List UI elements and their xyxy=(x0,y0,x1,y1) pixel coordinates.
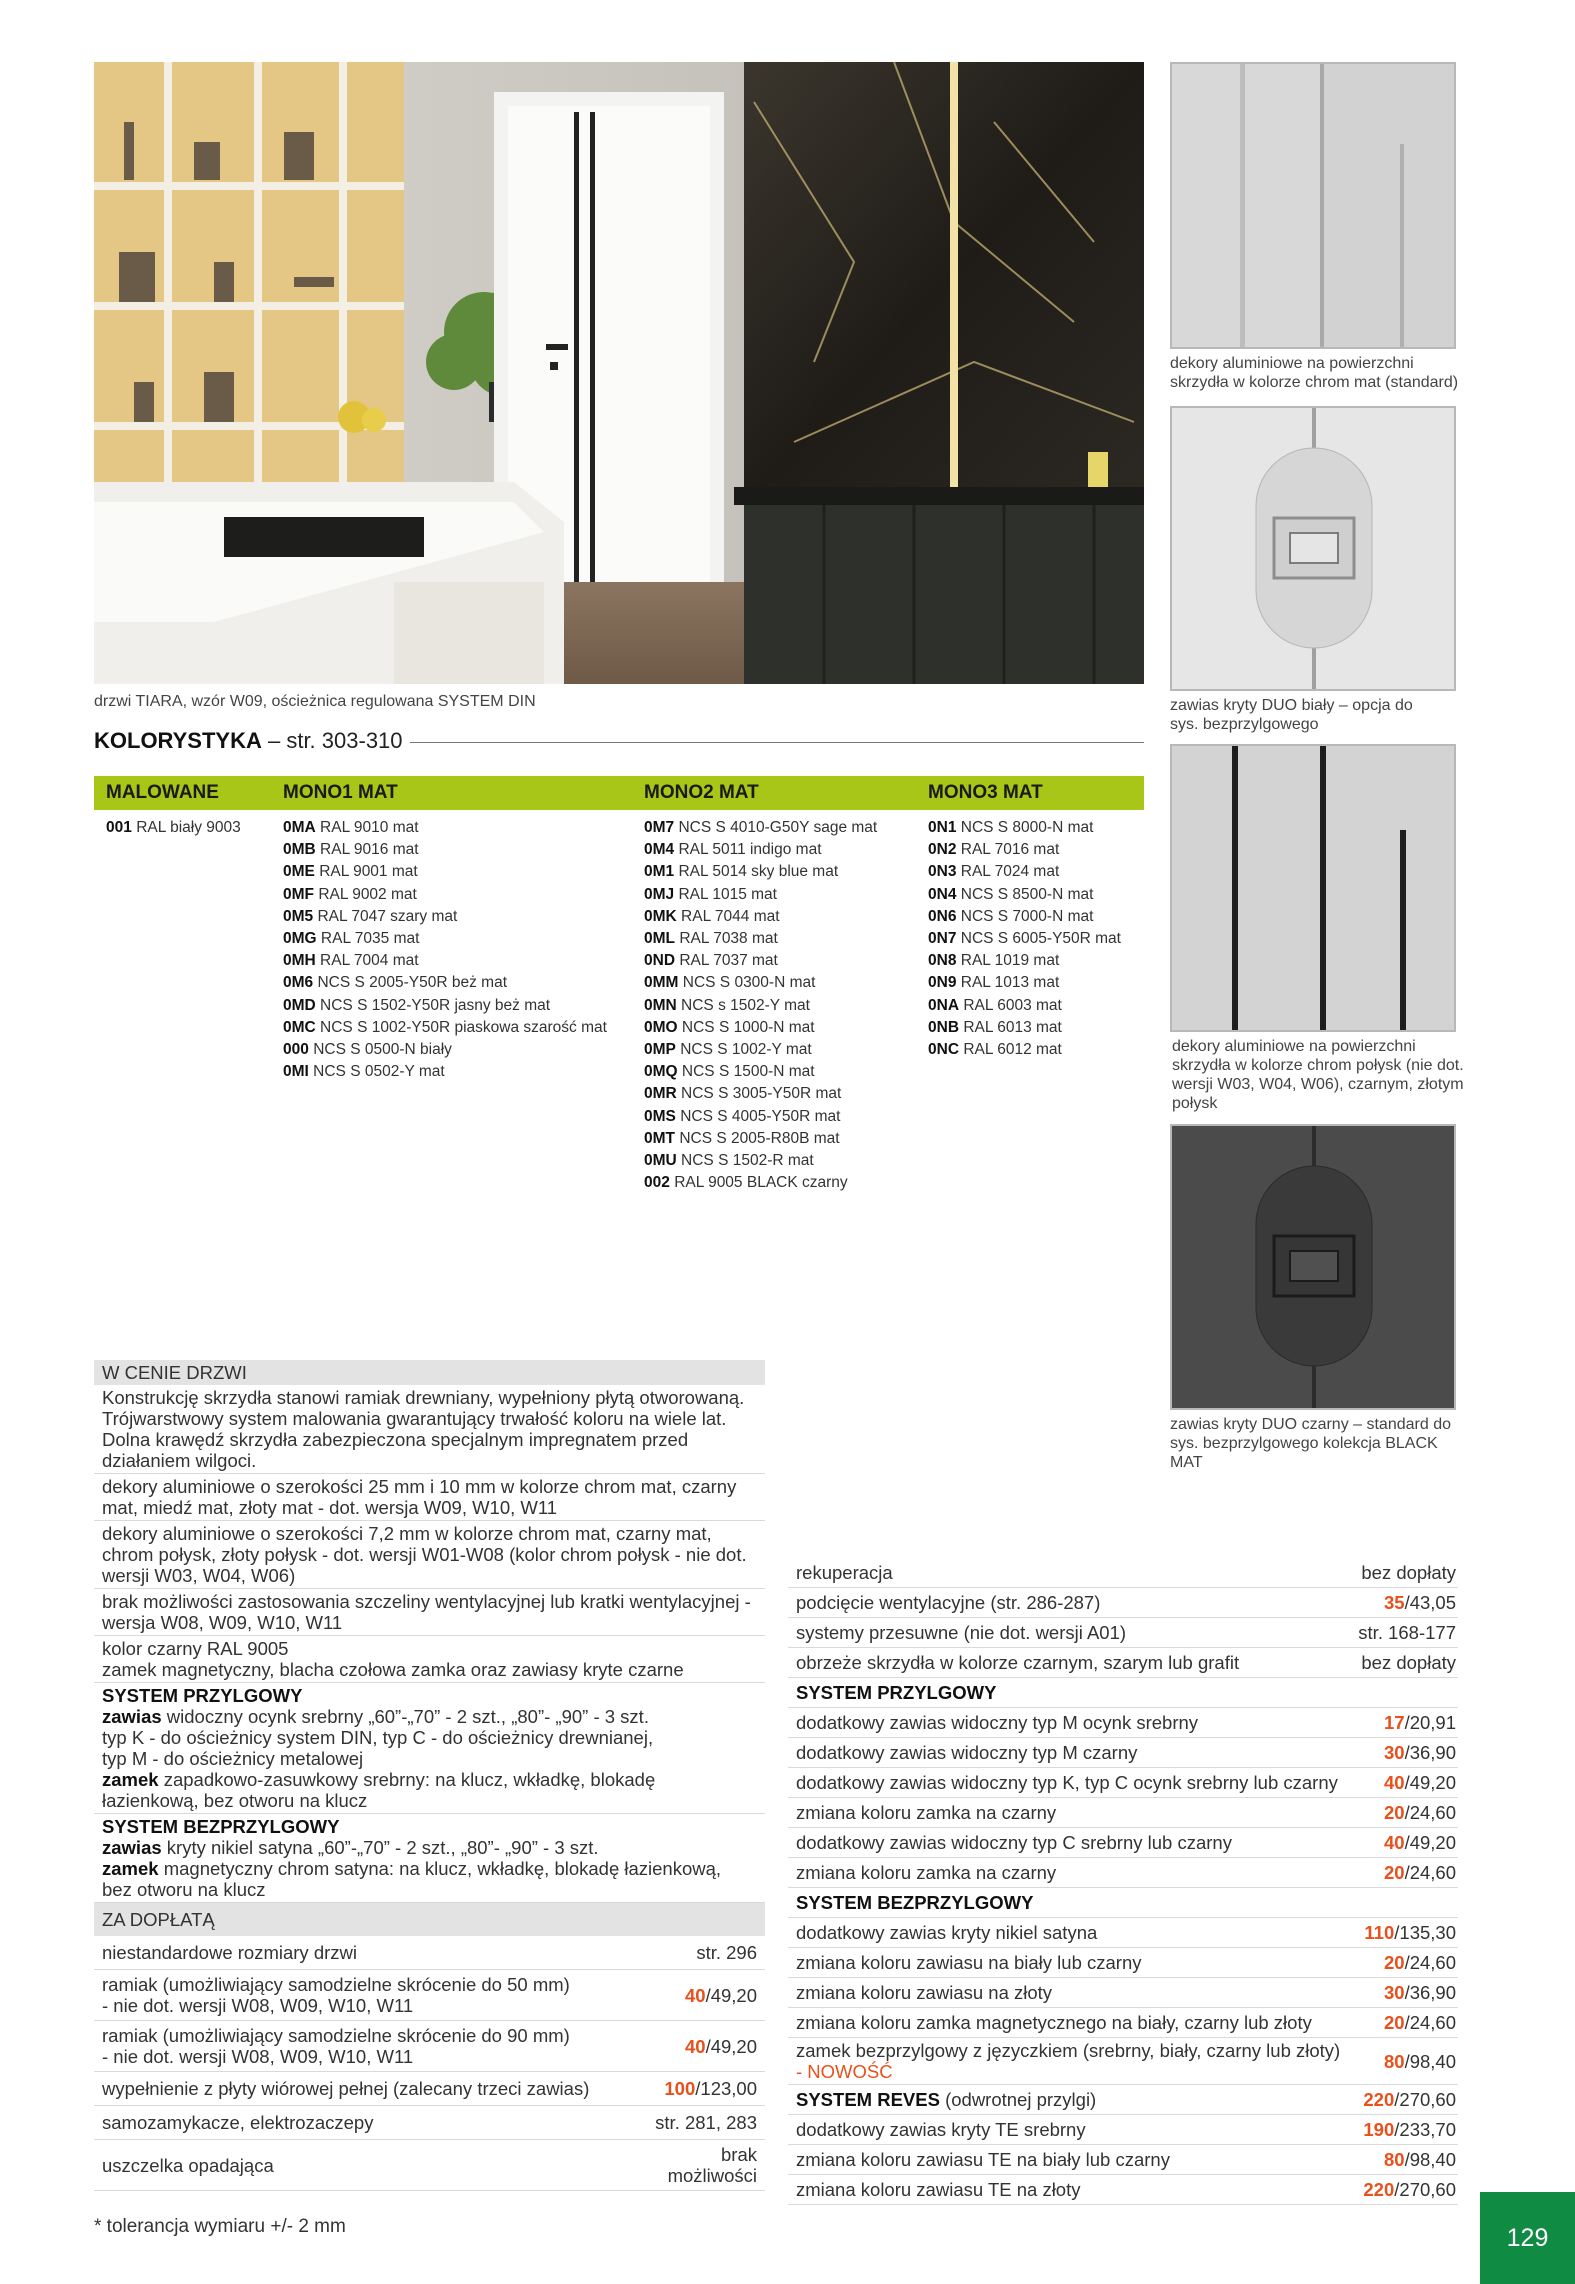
decor-25mm-row: dekory aluminiowe o szerokości 25 mm i 10 mm w kolorze chrom mat, czarny mat, miedź mat, złoty mat - dot. wersja W09, W10, W11 xyxy=(94,1474,765,1521)
zamek-label: zamek xyxy=(102,1769,159,1790)
black-color-row xyxy=(94,1636,765,1683)
color-item: 0MT NCS S 2005-R80B mat xyxy=(644,1129,840,1147)
color-item: 0NB RAL 6013 mat xyxy=(928,1018,1062,1036)
extra-price-row: zmiana koloru zamka na czarny 20/24,60 xyxy=(788,1798,1458,1828)
zamek-text-cont: łazienkową, bez otworu na klucz xyxy=(102,1790,368,1811)
color-item: 0MK RAL 7044 mat xyxy=(644,907,780,925)
color-item: 0MF RAL 9002 mat xyxy=(283,885,417,903)
zawias-label: zawias xyxy=(102,1837,162,1858)
price-extras-table xyxy=(788,1558,1458,2205)
color-item: 0MB RAL 9016 mat xyxy=(283,841,419,859)
new-badge: - NOWOŚĆ xyxy=(796,2061,893,2082)
extra-price: str. 296 xyxy=(696,1942,757,1963)
zawias-text: widoczny ocynk srebrny „60”-„70” - 2 szt., „80”- „90” - 3 szt. xyxy=(166,1706,649,1727)
extra-price-row: zmiana koloru zawiasu TE na biały lub czarny 80/98,40 xyxy=(788,2145,1458,2175)
kolorystyka-rule xyxy=(410,742,1144,743)
hinge-duo-black-photo xyxy=(1170,1124,1456,1410)
color-item: 0M6 NCS S 2005-Y50R beż mat xyxy=(283,974,508,992)
color-item: 0ME RAL 9001 mat xyxy=(283,863,418,881)
zawias-label: zawias xyxy=(102,1706,162,1727)
section-title-reves: SYSTEM REVES (odwrotnej przylgi) 220/270,60 xyxy=(788,2085,1458,2115)
color-item: 0MU NCS S 1502-R mat xyxy=(644,1152,814,1170)
black-color-text: kolor czarny RAL 9005 xyxy=(102,1638,289,1659)
color-item: 0MA RAL 9010 mat xyxy=(283,819,419,836)
color-item: 0MM NCS S 0300-N mat xyxy=(644,974,816,992)
zawias-type-m: typ M - do ościeżnicy metalowej xyxy=(102,1748,364,1769)
extra-row-sizes xyxy=(94,1936,765,1970)
side-caption-4: zawias kryty DUO czarny – standard do sys. bezprzylgowego kolekcja BLACK MAT xyxy=(1170,1416,1451,1471)
side-caption-1: dekory aluminiowe na powierzchni skrzydła w kolorze chrom mat (standard) xyxy=(1170,355,1459,391)
color-item: 0MD NCS S 1502-Y50R jasny beż mat xyxy=(283,996,551,1014)
ventilation-note-row: brak możliwości zastosowania szczeliny wentylacyjnej lub kratki wentylacyjnej - wersja W08, W09, W10, W11 xyxy=(94,1589,765,1636)
color-item: 0N1 NCS S 8000-N mat xyxy=(928,819,1094,836)
system-przylgowy-title: SYSTEM PRZYLGOWY xyxy=(102,1685,303,1706)
color-item: 0NA RAL 6003 mat xyxy=(928,996,1062,1014)
color-item: 0MR NCS S 3005-Y50R mat xyxy=(644,1085,842,1103)
color-item: 0ML RAL 7038 mat xyxy=(644,930,778,948)
section-title-bezprzylgowy: SYSTEM BEZPRZYLGOWY xyxy=(788,1888,1458,1918)
color-item: 0MI NCS S 0502-Y mat xyxy=(283,1063,445,1081)
zawias-text: kryty nikiel satyna „60”-„70” - 2 szt., „80”- „90” - 3 szt. xyxy=(166,1837,599,1858)
extra-price-row: zmiana koloru zawiasu na złoty 30/36,90 xyxy=(788,1978,1458,2008)
color-item: 001 RAL biały 9003 xyxy=(106,819,241,836)
hinge-duo-white-photo xyxy=(1170,406,1456,691)
extra-price: 100/123,00 xyxy=(664,2078,757,2099)
kolorystyka-heading: KOLORYSTYKA – str. 303-310 xyxy=(94,728,403,753)
color-list-mono2 xyxy=(644,817,877,1194)
extra-price-row: dodatkowy zawias kryty TE srebrny 190/233,70 xyxy=(788,2115,1458,2145)
extra-label-sub: - nie dot. wersji W08, W09, W10, W11 xyxy=(102,1995,414,2016)
black-hardware-text: zamek magnetyczny, blacha czołowa zamka oraz zawiasy kryte czarne xyxy=(102,1659,684,1680)
interior-illustration xyxy=(94,62,1144,684)
extra-price-row: dodatkowy zawias widoczny typ K, typ C ocynk srebrny lub czarny 40/49,20 xyxy=(788,1768,1458,1798)
extra-label: niestandardowe rozmiary drzwi xyxy=(102,1942,357,1963)
color-item: 0MJ RAL 1015 mat xyxy=(644,885,777,903)
color-item: 0N4 NCS S 8500-N mat xyxy=(928,885,1094,903)
color-item: 0N9 RAL 1013 mat xyxy=(928,974,1060,992)
color-item: 0MO NCS S 1000-N mat xyxy=(644,1018,815,1036)
system-bezprzylgowy-row xyxy=(94,1814,765,1903)
color-item: 0MS NCS S 4005-Y50R mat xyxy=(644,1107,841,1125)
side-caption-3: dekory aluminiowe na powierzchni skrzydła w kolorze chrom połysk (nie dot. wersji W03, W04, W06), czarnym, złotym połysk xyxy=(1172,1038,1464,1112)
page-number: 129 xyxy=(1480,2192,1575,2284)
color-item: 0MQ NCS S 1500-N mat xyxy=(644,1063,815,1081)
color-item: 0MN NCS s 1502-Y mat xyxy=(644,996,810,1014)
section-header-w-cenie: W CENIE DRZWI xyxy=(94,1360,765,1385)
extra-row-seal xyxy=(94,2140,765,2191)
extra-row-ramiak-90 xyxy=(94,2021,765,2072)
extra-price-row: dodatkowy zawias kryty nikiel satyna 110/135,30 xyxy=(788,1918,1458,1948)
color-list-mono3 xyxy=(928,817,1121,1061)
zamek-text-cont: bez otworu na klucz xyxy=(102,1879,266,1900)
price-included-table xyxy=(94,1360,765,2191)
column-header-malowane: MALOWANE xyxy=(106,782,219,803)
decor-chrome-gloss-photo xyxy=(1170,744,1456,1032)
color-item: 0MH RAL 7004 mat xyxy=(283,952,419,970)
extra-row-chipboard xyxy=(94,2072,765,2106)
tolerance-footnote: * tolerancja wymiaru +/- 2 mm xyxy=(94,2216,346,2237)
extra-price-row: dodatkowy zawias widoczny typ C srebrny lub czarny 40/49,20 xyxy=(788,1828,1458,1858)
extra-label: wypełnienie z płyty wiórowej pełnej (zalecany trzeci zawias) xyxy=(102,2078,590,2099)
extra-price-row: dodatkowy zawias widoczny typ M ocynk srebrny 17/20,91 xyxy=(788,1708,1458,1738)
zamek-label: zamek xyxy=(102,1858,159,1879)
color-item: 0NC RAL 6012 mat xyxy=(928,1041,1062,1059)
column-header-mono1: MONO1 MAT xyxy=(283,782,398,803)
color-item: 002 RAL 9005 BLACK czarny xyxy=(644,1174,848,1192)
extra-price-row: zmiana koloru zawiasu na biały lub czarny 20/24,60 xyxy=(788,1948,1458,1978)
extra-label: ramiak (umożliwiający samodzielne skrócenie do 90 mm) xyxy=(102,2025,570,2046)
extra-row-podciecie: podcięcie wentylacyjne (str. 286-287) 35/43,05 xyxy=(788,1588,1458,1618)
extra-row-przesuwne: systemy przesuwne (nie dot. wersji A01) str. 168-177 xyxy=(788,1618,1458,1648)
extra-price: 40/49,20 xyxy=(684,1984,757,2006)
color-item: 0M5 RAL 7047 szary mat xyxy=(283,907,458,925)
color-item: 0MG RAL 7035 mat xyxy=(283,930,420,948)
zamek-text: magnetyczny chrom satyna: na klucz, wkładkę, blokadę łazienkową, xyxy=(163,1858,722,1879)
extra-price-row: zmiana koloru zamka magnetycznego na biały, czarny lub złoty 20/24,60 xyxy=(788,2008,1458,2038)
color-item: 0N2 RAL 7016 mat xyxy=(928,841,1060,859)
extra-row-zamek-bezprzylgowy: zamek bezprzylgowy z języczkiem (srebrny, biały, czarny lub złoty) - NOWOŚĆ 80/98,40 xyxy=(788,2038,1458,2085)
color-list-malowane xyxy=(106,817,241,839)
decor-chrome-mat-photo xyxy=(1170,62,1456,349)
color-item: 0M4 RAL 5011 indigo mat xyxy=(644,841,822,859)
color-item: 0MP NCS S 1002-Y mat xyxy=(644,1041,812,1059)
zawias-type-k-c: typ K - do ościeżnicy system DIN, typ C - do ościeżnicy drewnianej, xyxy=(102,1727,654,1748)
color-item: 0ND RAL 7037 mat xyxy=(644,952,778,970)
color-item: 000 NCS S 0500-N biały xyxy=(283,1041,452,1059)
extra-label: ramiak (umożliwiający samodzielne skrócenie do 50 mm) xyxy=(102,1974,570,1995)
extra-row-rekuperacja: rekuperacja bez dopłaty xyxy=(788,1558,1458,1588)
decor-7mm-row: dekory aluminiowe o szerokości 7,2 mm w kolorze chrom mat, czarny mat, chrom połysk, złoty połysk - dot. wersji W01-W08 (kolor chrom połysk - nie dot. wersji W03, W04, W06) xyxy=(94,1521,765,1589)
extra-row-obrzeze: obrzeże skrzydła w kolorze czarnym, szarym lub grafit bez dopłaty xyxy=(788,1648,1458,1678)
column-header-mono3: MONO3 MAT xyxy=(928,782,1043,803)
system-bezprzylgowy-title: SYSTEM BEZPRZYLGOWY xyxy=(102,1816,340,1837)
extra-label: uszczelka opadająca xyxy=(102,2154,274,2176)
extra-row-ramiak-50 xyxy=(94,1970,765,2021)
color-item: 0N3 RAL 7024 mat xyxy=(928,863,1060,881)
side-caption-2: zawias kryty DUO biały – opcja do sys. bezprzylgowego xyxy=(1170,697,1413,733)
extra-label: samozamykacze, elektrozaczepy xyxy=(102,2112,374,2133)
color-item: 0M7 NCS S 4010-G50Y sage mat xyxy=(644,819,878,836)
extra-price: brak możliwości xyxy=(667,2144,757,2186)
main-photo xyxy=(94,62,1144,684)
extra-price-row: dodatkowy zawias widoczny typ M czarny 30/36,90 xyxy=(788,1738,1458,1768)
extra-label-sub: - nie dot. wersji W08, W09, W10, W11 xyxy=(102,2046,414,2067)
column-header-mono2: MONO2 MAT xyxy=(644,782,759,803)
color-item: 0M1 RAL 5014 sky blue mat xyxy=(644,863,839,881)
section-header-za-doplata: ZA DOPŁATĄ xyxy=(94,1903,765,1936)
color-item: 0N8 RAL 1019 mat xyxy=(928,952,1060,970)
extra-price: 40/49,20 xyxy=(684,2035,757,2057)
extra-price-row: zmiana koloru zawiasu TE na złoty 220/270,60 xyxy=(788,2175,1458,2205)
construction-description: Konstrukcję skrzydła stanowi ramiak drewniany, wypełniony płytą otworowaną. Trójwarstwowy system malowania gwarantujący trwałość koloru na wiele lat. Dolna krawędź skrzydła zabezpieczona specjalnym impregnatem przed działaniem wilgoci. xyxy=(94,1385,765,1474)
zamek-text: zapadkowo-zasuwkowy srebrny: na klucz, wkładkę, blokadę xyxy=(163,1769,656,1790)
extra-row-closers xyxy=(94,2106,765,2140)
extra-price: str. 281, 283 xyxy=(655,2112,757,2133)
color-list-mono1 xyxy=(283,817,607,1083)
color-item: 0N7 NCS S 6005-Y50R mat xyxy=(928,930,1121,948)
system-przylgowy-row xyxy=(94,1683,765,1814)
main-photo-caption: drzwi TIARA, wzór W09, ościeżnica regulowana SYSTEM DIN xyxy=(94,693,536,710)
extra-price-row: zmiana koloru zamka na czarny 20/24,60 xyxy=(788,1858,1458,1888)
section-title-przylgowy: SYSTEM PRZYLGOWY xyxy=(788,1678,1458,1708)
color-item: 0N6 NCS S 7000-N mat xyxy=(928,907,1094,925)
color-item: 0MC NCS S 1002-Y50R piaskowa szarość mat xyxy=(283,1018,607,1036)
